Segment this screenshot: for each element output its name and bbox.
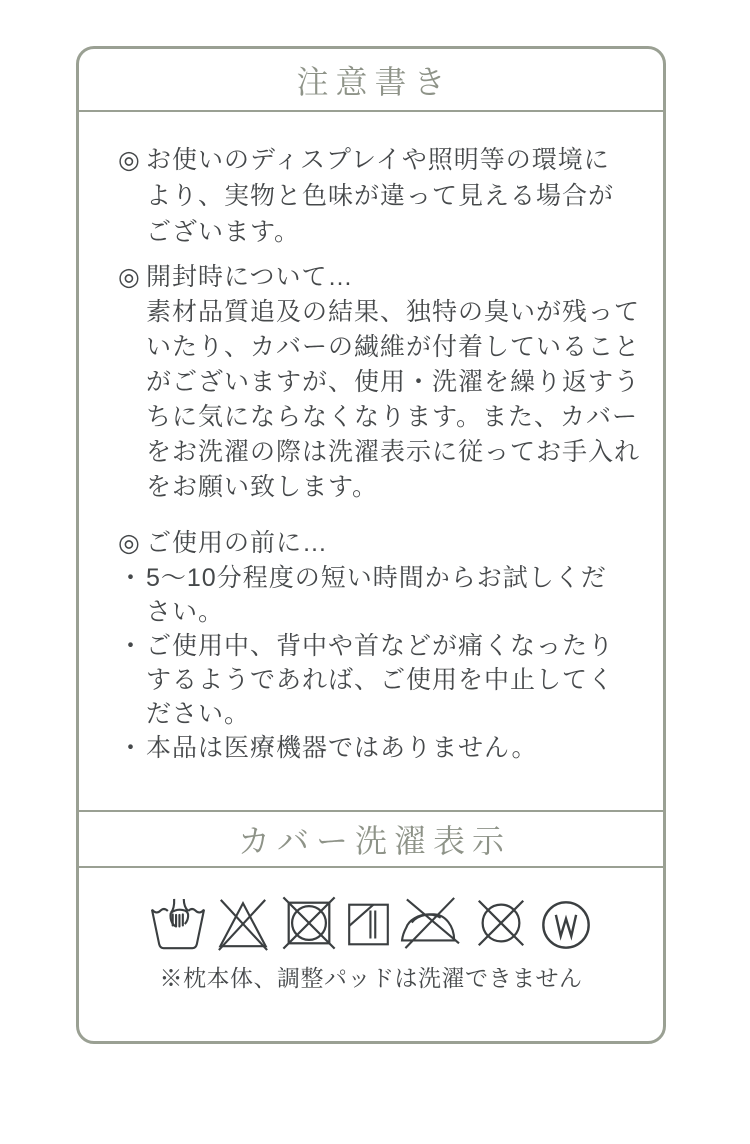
notes-title: 注意書き <box>296 63 453 100</box>
bullet-line: ださい。 <box>146 700 251 728</box>
wash-body <box>79 868 663 1041</box>
notes-body <box>79 112 663 810</box>
bullet-trial-time <box>118 561 633 629</box>
note-line: をお洗濯の際は洗濯表示に従ってお手入れ <box>146 438 641 466</box>
note-text: お使いのディスプレイや照明等の環境に <box>146 146 610 174</box>
note-before-use <box>118 525 633 765</box>
note-text: 開封時について… <box>146 263 354 291</box>
note-text: ご使用の前に… <box>146 529 329 557</box>
note-line: がございますが、使用・洗濯を繰り返すう <box>146 368 641 396</box>
bullet-line: するようであれば、ご使用を中止してく <box>146 666 615 694</box>
bullet-marker: ・ <box>118 734 145 762</box>
note-line: 素材品質追及の結果、独特の臭いが残って <box>146 298 641 326</box>
note-line: をお願い致します。 <box>146 473 379 501</box>
note-line: ちに気にならなくなります。また、カバー <box>146 403 639 431</box>
note-line <box>118 260 633 295</box>
wash-title: カバー洗濯表示 <box>237 823 511 859</box>
bullet-line: さい。 <box>146 598 225 626</box>
bullet-line <box>118 731 633 765</box>
wash-caption: ※枕本体、調整パッドは洗濯できません <box>159 965 583 991</box>
note-marker: ◎ <box>118 529 141 557</box>
note-line <box>118 525 633 561</box>
bullet-text: 本品は医療機器ではありません。 <box>146 734 538 762</box>
hand-wash-icon <box>150 898 206 952</box>
bullet-text: 5～10分程度の短い時間からお試しくだ <box>146 564 607 592</box>
bullet-not-medical-device <box>118 731 633 765</box>
laundry-icons-row <box>150 892 593 952</box>
bullet-marker: ・ <box>118 632 145 660</box>
bullet-marker: ・ <box>118 564 145 592</box>
do-not-tumble-dry-icon <box>280 894 338 952</box>
wash-header-band <box>79 810 663 868</box>
bullet-text: ご使用中、背中や首などが痛くなったり <box>146 632 615 660</box>
bullet-stop-if-pain <box>118 629 633 731</box>
note-opening-package <box>118 260 641 505</box>
bullet-line <box>118 561 633 595</box>
care-instructions-panel <box>76 46 666 1044</box>
note-line: より、実物と色味が違って見える場合が <box>146 182 615 210</box>
do-not-dry-clean-icon <box>472 894 530 952</box>
note-marker: ◎ <box>118 263 141 291</box>
bullet-line <box>118 629 633 663</box>
do-not-iron-icon <box>399 896 463 952</box>
note-line <box>118 142 633 178</box>
note-line: いたり、カバーの繊維が付着していること <box>146 333 641 361</box>
note-display-color <box>118 142 633 250</box>
notes-header-band <box>79 49 663 112</box>
wet-clean-w-icon <box>539 898 593 952</box>
shade-dry-icon <box>347 897 390 952</box>
do-not-bleach-icon <box>215 896 271 952</box>
note-line: ございます。 <box>146 218 301 246</box>
note-marker: ◎ <box>118 146 141 174</box>
